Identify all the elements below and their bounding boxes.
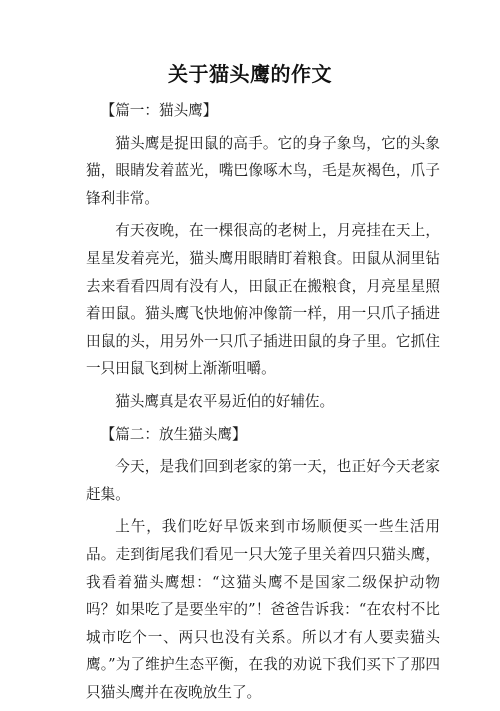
document-title: 关于猫头鹰的作文 [168, 62, 332, 86]
document-body [86, 97, 440, 711]
paragraph: 今天，是我们回到老家的第一天，也正好今天老家赶集。 [86, 458, 440, 503]
paragraph: 猫头鹰真是农平易近伯的好辅佐。 [115, 392, 335, 410]
section-heading-1: 【篇一：猫头鹰】 [100, 102, 218, 119]
paragraph: 上午，我们吃好早饭来到市场顺便买一些生活用品。走到街尾我们看见一只大笼子里关着四只猫头鹰，我看着猫头鹰想：“这猫头鹰不是国家二级保护动物吗？如果吃了是要坐牢的”！爸爸告诉我：“在农村不比城市吃个一、两只也没有关系。所以才有人要卖猫头鹰。”为了维护生态平衡，在我的劝说下我们买下了那四只猫头鹰并在夜晚放生了。 [86, 518, 440, 701]
section-heading-2: 【篇二：放生猫头鹰】 [100, 425, 247, 443]
paragraph: 猫头鹰是捉田鼠的高手。它的身子象鸟，它的头象猫，眼睛发着蓝光，嘴巴像啄木鸟，毛是灰褐色，爪子锋利非常。 [86, 134, 440, 207]
paragraph: 有天夜晚，在一棵很高的老树上，月亮挂在天上，星星发着亮光，猫头鹰用眼睛盯着粮食。田鼠从洞里钻去来看看四周有没有人，田鼠正在搬粮食，月亮星星照着田鼠。猫头鹰飞快地俯冲像箭一样，用一只爪子插进田鼠的头，用另外一只爪子插进田鼠的身子里。它抓住一只田鼠飞到树上渐渐咀嚼。 [86, 222, 440, 378]
